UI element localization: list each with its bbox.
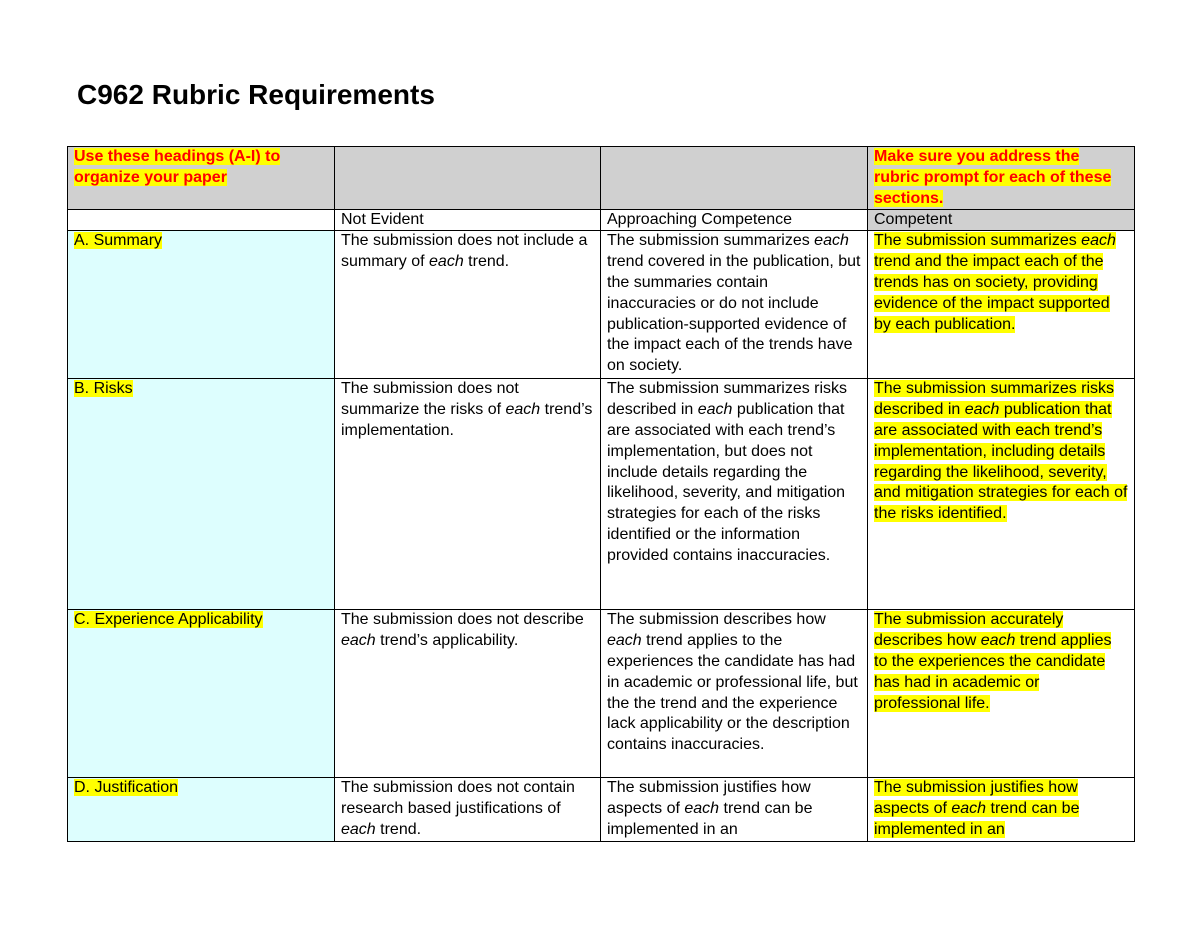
criterion-text: The submission justifies how aspects of bbox=[607, 779, 811, 818]
table-row bbox=[68, 379, 1135, 610]
criterion-text: trend can be implemented in an bbox=[607, 800, 813, 838]
criterion-text: The submission does not summarize the risks of bbox=[341, 380, 519, 419]
emphasis-text: each bbox=[341, 632, 376, 650]
header-cell-instructions bbox=[68, 147, 335, 210]
emphasis-text: each bbox=[980, 632, 1016, 650]
section-cell bbox=[68, 231, 335, 379]
section-cell bbox=[68, 379, 335, 610]
table-row bbox=[68, 231, 1135, 379]
emphasis-text: each bbox=[1081, 232, 1116, 250]
section-label: A. Summary bbox=[74, 232, 163, 250]
criterion-text: The submission summarizes risks described in bbox=[874, 380, 1115, 419]
criterion-text: trend’s implementation. bbox=[341, 401, 593, 439]
emphasis-text: each bbox=[697, 401, 733, 419]
criterion-text: The submission summarizes bbox=[607, 232, 815, 250]
section-label: D. Justification bbox=[74, 779, 179, 797]
rubric-table bbox=[67, 146, 1135, 842]
header-cell-reminder bbox=[868, 147, 1135, 210]
emphasis-text: each bbox=[814, 232, 849, 250]
header-row bbox=[68, 147, 1135, 210]
not-evident-cell bbox=[335, 778, 601, 841]
criterion-text: trend’s applicability. bbox=[375, 632, 519, 650]
level-row bbox=[68, 210, 1135, 231]
emphasis-text: each bbox=[505, 401, 541, 419]
criterion-text: trend applies to the experiences the candidate has had in academic or professional life. bbox=[874, 632, 1112, 712]
approaching-cell bbox=[601, 231, 868, 379]
emphasis-text: each bbox=[341, 820, 376, 838]
criterion-text: trend covered in the publication, but the summaries contain inaccuracies or do not include publication-supported evidence of the impact each of the trends have on society. bbox=[607, 253, 861, 375]
section-label: C. Experience Applicability bbox=[74, 611, 263, 629]
header-cell-empty bbox=[335, 147, 601, 210]
emphasis-text: each bbox=[684, 800, 720, 818]
criterion-text: The submission summarizes risks described in bbox=[607, 380, 848, 419]
emphasis-text: each bbox=[429, 253, 464, 271]
approaching-cell bbox=[601, 379, 868, 610]
criterion-text: The submission describes how bbox=[607, 611, 826, 629]
header-cell-empty bbox=[601, 147, 868, 210]
emphasis-text: each bbox=[964, 401, 1000, 419]
criterion-text: trend and the impact each of the trends has on society, providing evidence of the impact supported by each publication. bbox=[874, 253, 1110, 333]
criterion-text: trend can be implemented in an bbox=[874, 800, 1080, 838]
level-not-evident: Not Evident bbox=[335, 210, 601, 231]
section-cell bbox=[68, 778, 335, 841]
criterion-text: The submission does not describe bbox=[341, 611, 584, 629]
emphasis-text: each bbox=[607, 632, 642, 650]
approaching-cell bbox=[601, 778, 868, 841]
table-row bbox=[68, 610, 1135, 778]
section-cell bbox=[68, 610, 335, 778]
page-title: C962 Rubric Requirements bbox=[77, 79, 435, 110]
level-cell-blank bbox=[68, 210, 335, 231]
criterion-text: trend. bbox=[375, 820, 422, 838]
criterion-text: trend. bbox=[463, 253, 510, 271]
criterion-text: The submission summarizes bbox=[874, 232, 1082, 250]
competent-cell bbox=[868, 778, 1135, 841]
criterion-text: publication that are associated with each trend’s implementation, but does not include details regarding the likelihood, severity, and mitigation strategies for each of the risks identified or the information provided contains inaccuracies. bbox=[607, 401, 846, 564]
criterion-text: publication that are associated with each trend’s implementation, including details regarding the likelihood, severity, and mitigation strategies for each of the risks identified. bbox=[874, 401, 1128, 523]
criterion-text: trend applies to the experiences the candidate has had in academic or professional life, but the the trend and the experience lack applicability or the description contains inaccuracies. bbox=[607, 632, 858, 754]
not-evident-cell bbox=[335, 379, 601, 610]
section-label: B. Risks bbox=[74, 380, 133, 398]
table-row bbox=[68, 778, 1135, 841]
level-competent: Competent bbox=[868, 210, 1135, 231]
criterion-text: The submission accurately describes how bbox=[874, 611, 1064, 650]
not-evident-cell bbox=[335, 231, 601, 379]
criterion-text: The submission does not contain research based justifications of bbox=[341, 779, 575, 818]
level-approaching-competence: Approaching Competence bbox=[601, 210, 868, 231]
emphasis-text: each bbox=[951, 800, 987, 818]
not-evident-cell bbox=[335, 610, 601, 778]
headings-instruction: Use these headings (A-I) to organize your paper bbox=[74, 148, 281, 186]
competent-cell bbox=[868, 231, 1135, 379]
rubric-reminder: Make sure you address the rubric prompt for each of these sections. bbox=[874, 148, 1112, 207]
criterion-text: The submission does not include a summary of bbox=[341, 232, 588, 271]
criterion-text: The submission justifies how aspects of bbox=[874, 779, 1078, 818]
competent-cell bbox=[868, 379, 1135, 610]
approaching-cell bbox=[601, 610, 868, 778]
competent-cell bbox=[868, 610, 1135, 778]
